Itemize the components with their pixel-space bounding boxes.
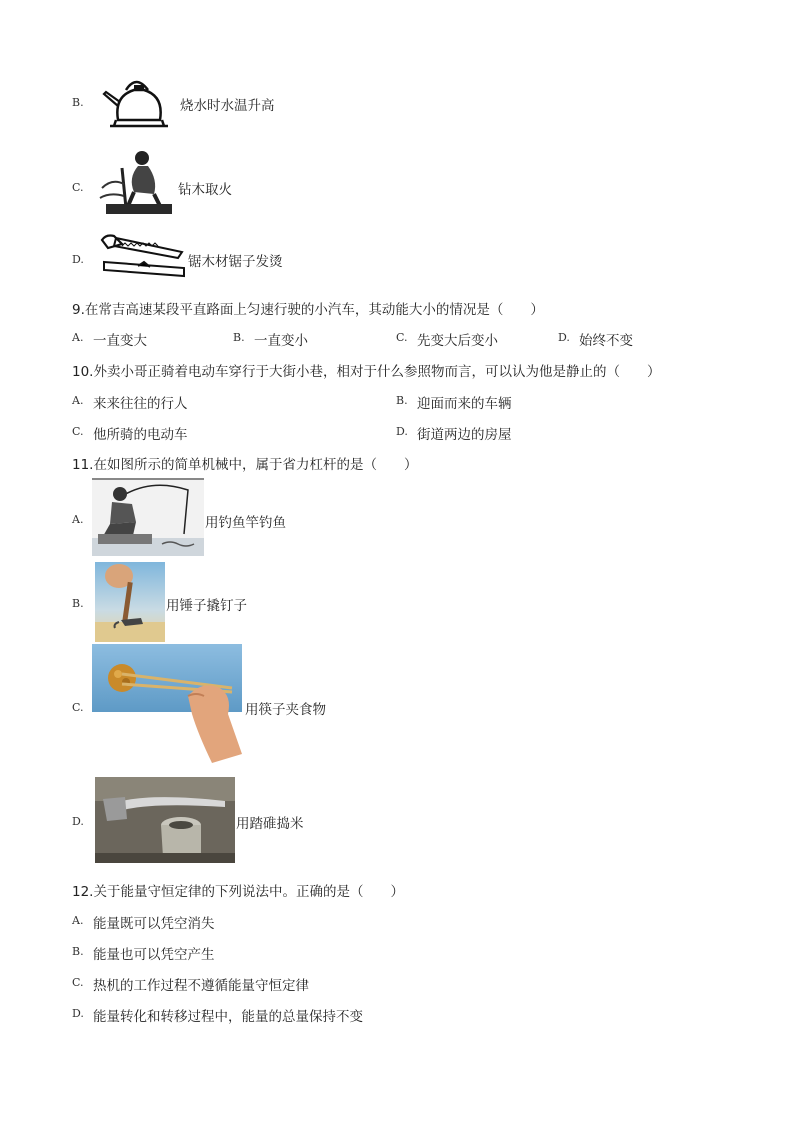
q10-option-c-letter: C. — [72, 425, 84, 438]
q11-option-b-letter: B. — [72, 597, 84, 610]
q11-option-b-text: 用锤子撬钉子 — [166, 598, 247, 614]
q11-stem: 11.在如图所示的简单机械中，属于省力杠杆的是（ ） — [72, 457, 418, 473]
pestle-photo — [95, 777, 235, 863]
q10-option-d-letter: D. — [396, 425, 408, 438]
q9-option-b-letter: B. — [233, 331, 245, 344]
q9-option-d-text: 始终不变 — [579, 333, 633, 349]
q12-option-c-letter: C. — [72, 976, 84, 989]
q9-option-c-text: 先变大后变小 — [417, 333, 498, 349]
fishing-photo — [92, 478, 204, 556]
q8-option-c-letter: C. — [72, 181, 84, 194]
q10-option-a-letter: A. — [72, 394, 84, 407]
q9-option-a-letter: A. — [72, 331, 84, 344]
q10-option-b-text: 迎面而来的车辆 — [417, 396, 512, 412]
q9-option-d-letter: D. — [558, 331, 570, 344]
q11-option-d-text: 用踏碓捣米 — [236, 816, 304, 832]
kettle-drawing — [100, 70, 172, 130]
saw-drawing — [98, 232, 186, 280]
q10-option-d-text: 街道两边的房屋 — [417, 427, 512, 443]
q12-option-b-text: 能量也可以凭空产生 — [93, 947, 215, 963]
q11-option-d-letter: D. — [72, 815, 84, 828]
q9-stem: 9.在常吉高速某段平直路面上匀速行驶的小汽车，其动能大小的情况是（ ） — [72, 302, 544, 318]
q8-option-c-text: 钻木取火 — [178, 182, 232, 198]
q11-option-a-text: 用钓鱼竿钓鱼 — [205, 515, 286, 531]
q12-option-d-text: 能量转化和转移过程中，能量的总量保持不变 — [93, 1009, 363, 1025]
q10-stem: 10.外卖小哥正骑着电动车穿行于大街小巷，相对于什么参照物而言，可以认为他是静止的（ ） — [72, 364, 661, 380]
q10-option-c-text: 他所骑的电动车 — [93, 427, 188, 443]
q10-option-a-text: 来来往往的行人 — [93, 396, 188, 412]
q12-option-b-letter: B. — [72, 945, 84, 958]
q8-option-d-text: 锯木材锯子发烫 — [188, 254, 283, 270]
q10-option-b-letter: B. — [396, 394, 408, 407]
q12-option-c-text: 热机的工作过程不遵循能量守恒定律 — [93, 978, 309, 994]
q9-option-a-text: 一直变大 — [93, 333, 147, 349]
q8-option-d-letter: D. — [72, 253, 84, 266]
q11-option-c-letter: C. — [72, 701, 84, 714]
q12-stem: 12.关于能量守恒定律的下列说法中。正确的是（ ） — [72, 884, 404, 900]
q12-option-a-text: 能量既可以凭空消失 — [93, 916, 215, 932]
chopsticks-photo — [92, 644, 242, 763]
q9-option-b-text: 一直变小 — [254, 333, 308, 349]
q11-option-c-text: 用筷子夹食物 — [245, 702, 326, 718]
q9-option-c-letter: C. — [396, 331, 408, 344]
q8-option-b-letter: B. — [72, 96, 84, 109]
q8-option-b-text: 烧水时水温升高 — [180, 98, 275, 114]
q12-option-a-letter: A. — [72, 914, 84, 927]
q11-option-a-letter: A. — [72, 513, 84, 526]
hammer-photo — [95, 562, 165, 642]
q12-option-d-letter: D. — [72, 1007, 84, 1020]
drilling-wood-drawing — [98, 148, 176, 218]
